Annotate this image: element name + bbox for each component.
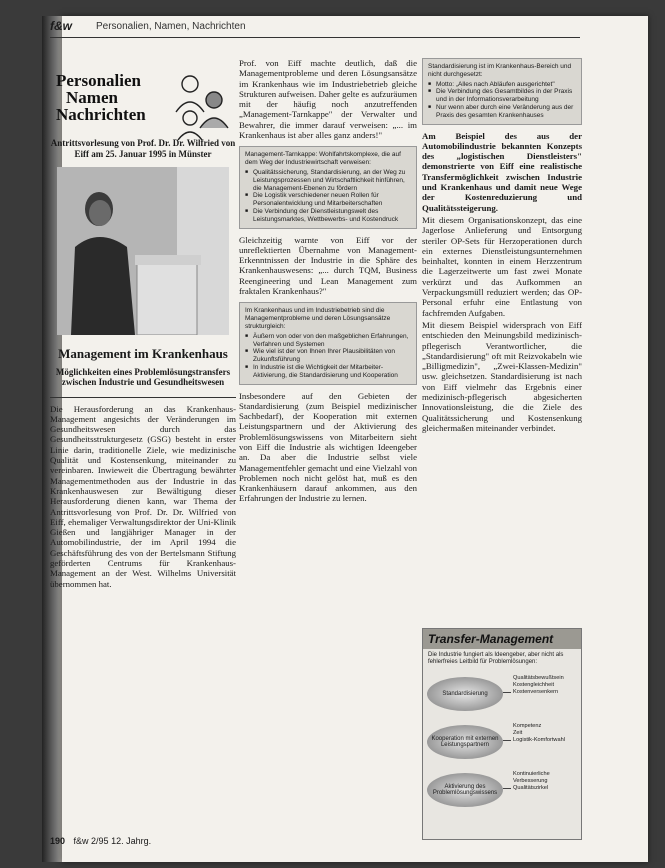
transfer-oval: Kooperation mit externen Leistungspartnern — [427, 725, 503, 759]
page-header — [50, 19, 580, 38]
title-line-3: Nachrichten — [56, 105, 146, 124]
transfer-item: Kompetenz — [513, 723, 542, 729]
article-lead-paragraph: Am Beispiel des aus der Automobilindustrie bekannten Konzepts des „logistischen Dienstleisters" demonstrierte von Eiff eine realistische Transfermöglichkeit zwischen Industrie und Krankenhaus und damit neue Wege der Kostenreduzierung und Qualitätssteigerung. — [422, 130, 582, 213]
transfer-item: Kostengleichheit — [513, 682, 555, 688]
article-paragraph: Prof. von Eiff machte deutlich, daß die Managementprobleme und deren Lösungsansätze im Krankenhaus wie im Industriebetrieb gleiche Strukturen aufweisen. Daher gelte es aufzuräumen mit der häufig noch anzutreffenden „Management-Tarnkappe" der Verwalter und Bewahrer, die immer darauf verweisen: „... im Krankenhaus ist aber alles ganz anders!" — [239, 58, 417, 141]
arrow-icon — [503, 788, 511, 789]
article-paragraph: Die Herausforderung an das Krankenhaus-Management angesichts der Veränderungen im Gesundheitswesen durch das Gesundheitsstrukturgesetz (GSG) besteht in erster Linie darin, traditionelle Ziele, wie medizinische Qualität und Kostensenkung, miteinander zu vereinbaren. Inwieweit die Übertragung bewährter Managementmethoden aus der Industrie in das Krankenhauswesen zur Bewältigung dieser Herausforderung dienen kann, war Thema der Antrittsvorlesung von Prof. Dr. Dr. Wilfried von Eiff, ehemaliger Verwaltungsdirektor der Uni-Klinik Gießen und langjähriger Manager in der Automobilindustrie, der im April 1994 die Geschäftsführung des von der Bertelsmann Stiftung geförderten Centrums für Krankenhaus-Management an der West. Wilhelms Universität übernommen hat. — [50, 403, 236, 589]
info-box-item: ■ Die Verbindung der Dienstleistungswelt des Leistungsmarktes, Wettbewerbs- und Kostendruck — [253, 208, 411, 224]
article-paragraph: Insbesondere auf den Gebieten der Standardisierung (zum Beispiel medizinischer Sachbedarf), der Kooperation mit externen Leistungspartnern und der Aktivierung des Problemlösungswissens von Mitarbeitern sieht von Eiff die Industrie als wichtigen Ideengeber an. Da aber die Industrie selbst viele Managementfehler gemacht und eine Vielzahl von Problemen noch nicht gelöst hat, muß es den Krankenhäusern darauf ankommen, aus den Erfahrungen der Industrie zu lernen. — [239, 390, 417, 504]
transfer-oval: Standardisierung — [427, 677, 503, 711]
info-box-item: ■ Die Verbindung des Gesamtbildes in der Praxis und in der Informationsverarbeitung — [436, 88, 576, 104]
article-paragraph: Mit diesem Organisationskonzept, das eine Jagerlose Anlieferung und Entsorgung steriler OP-Sets für Herzoperationen durch ein externes Dienstleistungsunternehmen beinhaltet, konnten in einem Herzzentrum die Lagerzeitwerte um fast zwei Monate verkürzt und das Aufkommen an Verpackungsmüll reduziert werden; das OP-Personal erfuhr eine Entlastung von fachfremden Aufgaben. — [422, 214, 582, 318]
transfer-item: Logistik-Komfortwahl — [513, 737, 565, 743]
info-box-item: ■ Äußern von oder von den maßgeblichen Erfahrungen, Verfahren und Systemen — [253, 333, 411, 349]
transfer-item: Qualitätsbewußtsein — [513, 675, 564, 681]
info-box-item: ■ Wie viel ist der von Ihnen Ihrer Plausibilitäten von Zukunftsführung — [253, 348, 411, 364]
title-line-1: Personalien — [56, 71, 141, 90]
column-3 — [422, 58, 582, 624]
transfer-item-list — [513, 723, 565, 744]
info-box-item: ■ Motto: „Alles nach Abläufen ausgerichtet" — [436, 81, 576, 89]
info-box-item: ■ Nur wenn aber durch eine Veränderung aus der Praxis des gesamten Krankenhauses — [436, 104, 576, 120]
arrow-icon — [503, 692, 511, 693]
info-box-3 — [422, 58, 582, 125]
article-paragraph: Mit diesem Beispiel widersprach von Eiff entschieden den Meinungsbild medizinisch-pflegerisch Verantwortlicher, die „Standardisierung" oft mit Reizvokabeln wie „Billigmedizin", „Zwei-Klassen-Medizin" usw. gleichsetzen. Standardisierung ist nach von Eiff vielmehr das Ergebnis einer medizinisch-pflegerisch abgesicherten Innovationsleistung, die die Ziele des Qualitätssicherung und Kostensenkung gleichermaßen miteinander verbindet. — [422, 319, 582, 433]
article-headline: Management im Krankenhaus — [58, 346, 228, 361]
info-box-intro: Management-Tarnkappe: Wohlfahrtskomplexe, die auf dem Weg der Industriewirtschaft verweisen: — [245, 151, 401, 167]
journal-logo: f&w — [50, 19, 72, 33]
speaker-photo-illustration — [57, 167, 229, 335]
arrow-icon — [503, 740, 511, 741]
title-line-2: Namen — [66, 88, 118, 107]
info-box-intro: Im Krankenhaus und im Industriebetrieb sind die Managementprobleme und deren Lösungsansätze strukturgleich: — [245, 307, 391, 330]
section-big-title — [56, 72, 146, 123]
transfer-item-list — [513, 675, 564, 696]
page-number: 190 — [50, 836, 66, 846]
page-footer — [50, 836, 151, 846]
article-paragraph: Gleichzeitig warnte von Eiff vor der unreflektierten Übernahme von Management-Erkenntnissen der Industrie in die Sphäre des Krankenhauswesens: „... durch TQM, Business Reengineering und Lean Management zum fraktalen Krankenhaus?" — [239, 234, 417, 297]
transfer-item: Qualitätszirkel — [513, 785, 549, 791]
column-1 — [50, 58, 236, 828]
divider — [50, 397, 236, 398]
transfer-intro: Die Industrie fungiert als Ideengeber, aber nicht als fehlerfreies Leitbild für Problemlösungen: — [428, 652, 564, 665]
info-box-intro: Standardisierung ist im Krankenhaus-Bereich und nicht durchgesetzt: — [428, 63, 572, 78]
transfer-item: Zeit — [513, 730, 523, 736]
transfer-row — [423, 769, 581, 813]
transfer-title: Transfer-Management — [423, 629, 581, 649]
section-title-box — [50, 58, 236, 168]
transfer-item-list — [513, 771, 581, 792]
speaker-photo — [57, 167, 229, 335]
info-box-1 — [239, 146, 417, 228]
article-subtitle: Möglichkeiten eines Problemlösungstransfers zwischen Industrie und Gesundheitswesen — [55, 367, 231, 388]
info-box-item: ■ In Industrie ist die Wichtigkeit der Mitarbeiter-Aktivierung, die Standardisierung und Kooperation — [253, 364, 411, 380]
transfer-item: Kostenversenkern — [513, 689, 559, 695]
transfer-item: Kontinuierliche Verbesserung — [513, 771, 550, 784]
info-box-item: ■ Qualitätssicherung, Standardisierung, an der Weg zu Leistungsprozessen und Wirtschaftlichkeit hinführen, die Management-Ebenen zu fördern — [253, 169, 411, 192]
transfer-management-box — [422, 628, 582, 840]
transfer-oval: Aktivierung des Problemlösungswissens — [427, 773, 503, 807]
footer-text: f&w 2/95 12. Jahrg. — [73, 836, 152, 846]
transfer-row — [423, 673, 581, 717]
info-box-item: ■ Die Logistik verschiedener neuen Rollen für Personalentwicklung und Mitarbeiterschaften — [253, 192, 411, 208]
lecture-subheadline: Antrittsvorlesung von Prof. Dr. Dr. Wilfried von Eiff am 25. Januar 1995 in Münster — [50, 138, 236, 159]
transfer-row — [423, 721, 581, 765]
column-2 — [239, 58, 417, 828]
info-box-2 — [239, 302, 417, 384]
section-title: Personalien, Namen, Nachrichten — [96, 21, 246, 32]
people-icon — [172, 70, 234, 140]
